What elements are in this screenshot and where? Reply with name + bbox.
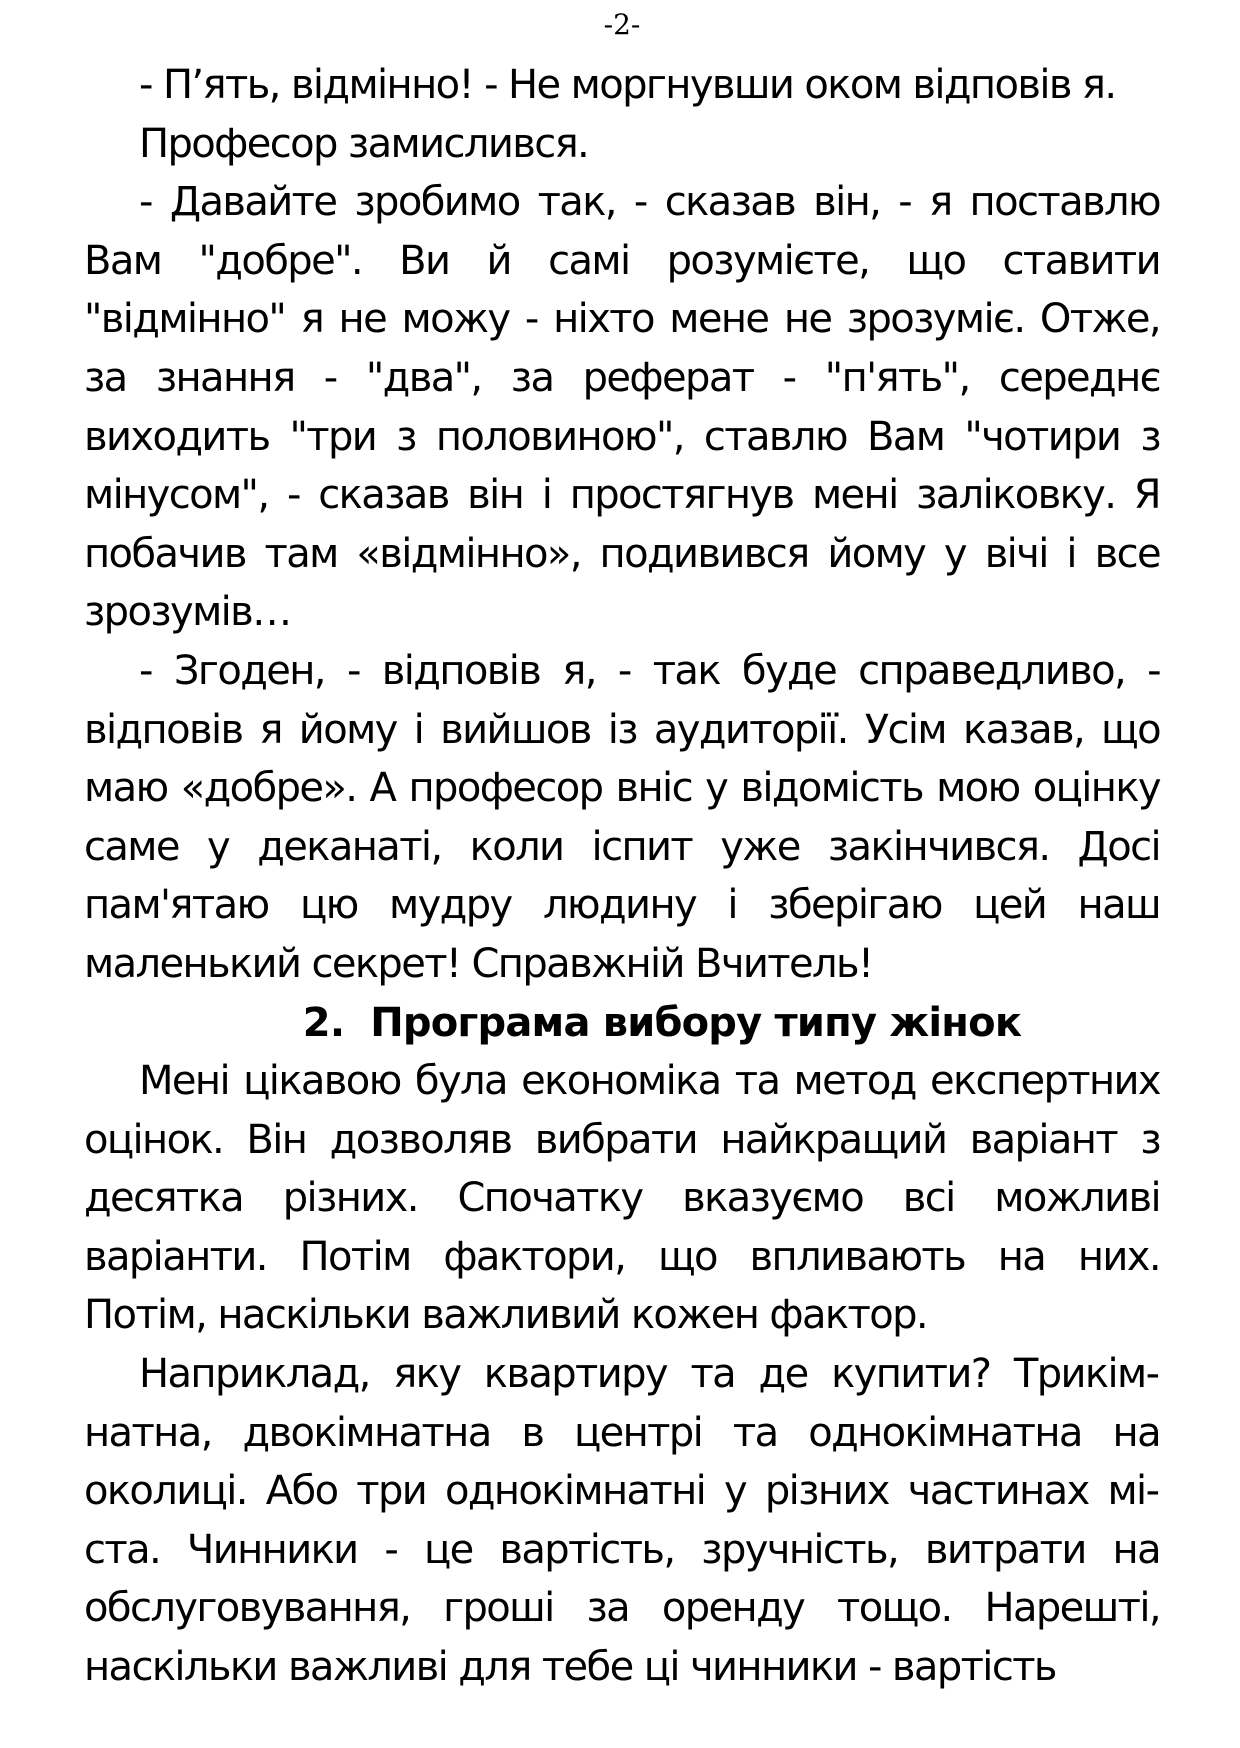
paragraph: Мені цікавою була економіка та метод експертних оцінок. Він дозволяв вибрати найкращий варіант з десятка різних. Спочатку вказуємо всі можливі варіанти. Потім фактори, що впливають на них. Потім, наскільки важливий кожен фактор.	[84, 1058, 1160, 1339]
paragraph: - Згоден, - відповів я, - так буде справедливо, - відповів я йому і вийшов із аудиторії. Усім казав, що маю «добре». А професор вніс у відомість мою оцінку саме у деканаті, коли іспит уже закінчився. Досі пам'ятаю цю мудру людину і зберігаю цей наш маленький секрет! Справжній Вчитель!	[84, 647, 1160, 987]
page-number: -2-	[603, 8, 641, 41]
section-number: 2.	[302, 999, 345, 1046]
paragraph: - Давайте зробимо так, - сказав він, - я поставлю Вам "добре". Ви й самі розумієте, що ставити "відмінно" я не можу - ніхто мене не зрозуміє. Отже, за знання - "два", за реферат - "п'ять", середнє виходить "три з половиною", ставлю Вам "чотири з мінусом", - сказав він і простягнув мені заліковку. Я побачив там «відмінно», подивився йому у вічі і все зрозумів…	[84, 179, 1160, 636]
paragraph: Професор замислився.	[139, 120, 589, 167]
page-content	[84, 56, 1160, 1697]
document-page	[84, 0, 1160, 1748]
section-title: Програма вибору типу жінок	[370, 999, 1022, 1046]
section-heading	[84, 994, 1160, 1053]
paragraph: Наприклад, яку квартиру та де купити? Трикімнатна, двокімнатна в центрі та однокімнатна на околиці. Або три однокімнатні у різних частинах міста. Чинники - це вартість, зручність, витрати на обслуговування, гроші за оренду тощо. Нарешті, наскільки важливі для тебе ці чинники - вартість	[84, 1351, 1160, 1691]
paragraph: - П’ять, відмінно! - Не моргнувши оком відповів я.	[139, 62, 1116, 108]
